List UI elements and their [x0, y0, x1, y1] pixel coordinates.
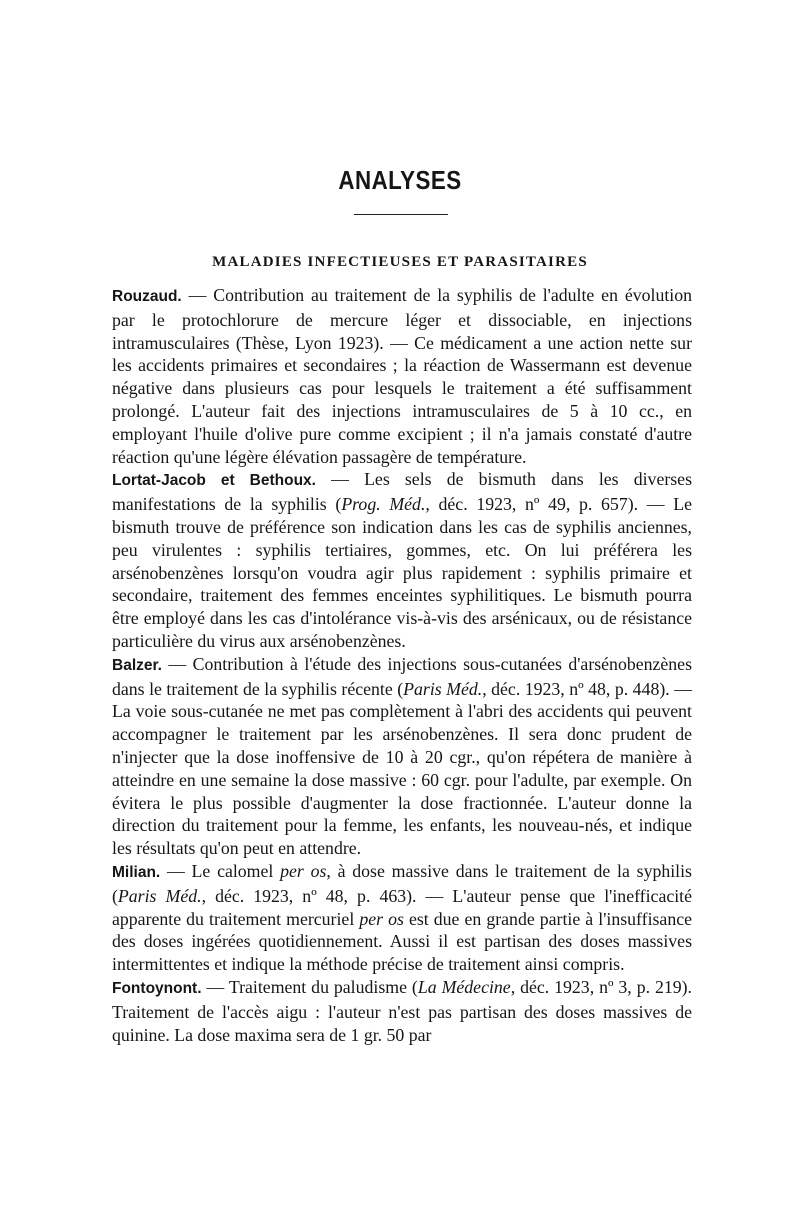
- entry-paragraph: [112, 976, 692, 1046]
- entry-text: — Traitement du paludisme (: [201, 976, 418, 997]
- entry-text: — Les sels de bismuth dans les diverses manifestations de la syphilis (: [112, 469, 692, 515]
- entries-body: [112, 284, 692, 1046]
- entry-text: — Contribution à l'étude des injections sous-cutanées d'arsénobenzènes dans le traitement de la syphilis récente (: [112, 653, 692, 699]
- entry-text: , déc. 1923, nº 49, p. 657). — Le bismuth trouve de préférence son indication dans les cas de syphilis anciennes, peu virulentes : syphilis tertiaires, gommes, etc. On lui préférera les arsénobenzènes lorsqu'on voudra agir plus rapidement : syphilis primaire et secondaire, traitement des femmes enceintes syphilitiques. Le bismuth pourra être employé dans les cas d'intolérance vis-à-vis des arsénicaux, ou de résistance particulière du virus aux arsénobenzènes.: [112, 494, 692, 651]
- entry-author: Balzer.: [112, 656, 162, 674]
- entry-paragraph: [112, 284, 692, 468]
- entry-text: , déc. 1923, nº 3, p. 219). Traitement de l'accès aigu : l'auteur n'est pas partisan des doses massives de quinine. La dose maxima sera de 1 gr. 50 par: [112, 976, 693, 1045]
- entry-text: , déc. 1923, nº 48, p. 448). — La voie sous-cutanée ne met pas complètement à l'abri des accidents qui peuvent accompagner le traitement par les arsénobenzènes. Il sera donc prudent de n'injecter que la dose inoffensive de 10 à 20 cgr., qu'on répétera de manière à atteindre en une semaine la dose massive : 60 cgr. pour l'adulte, par exemple. On évitera le plus possible d'augmenter la dose fractionnée. L'auteur donne la direction du traitement pour la femme, les enfants, les nouveau-nés, et indique les résultats qu'on peut en attendre.: [112, 678, 692, 859]
- entry-paragraph: [112, 653, 692, 860]
- page-title: ANALYSES: [338, 165, 462, 195]
- entry-author: Fontoynont.: [112, 979, 202, 997]
- entry-paragraph: [112, 468, 692, 652]
- entry-author: Rouzaud.: [112, 288, 182, 305]
- entry-citation: Paris Méd.: [403, 678, 483, 699]
- entry-citation: Paris Méd.: [117, 885, 202, 906]
- entry-text: — Contribution au traitement de la syphilis de l'adulte en évolution par le protochlorure de mercure léger et dissociable, en injections intramusculaires (Thèse, Lyon 1923). — Ce médicament a une action nette sur les accidents primaires et secondaires ; la réaction de Wassermann est devenue négative dans plusieurs cas pour lesquels le traitement a été suffisamment prolongé. L'auteur fait des injections intramusculaires de 5 à 10 cc., en employant l'huile d'olive pure comme excipient ; il n'a jamais constaté d'autre réaction qu'une légère élévation passagère de température.: [112, 285, 692, 467]
- entry-text: — Le calomel: [160, 860, 281, 881]
- entry-text: , à dose massive dans le traitement de la syphilis (: [112, 860, 692, 906]
- entry-term: per os: [280, 860, 327, 881]
- entry-citation: Prog. Méd.: [341, 494, 426, 515]
- entry-term: per os: [359, 908, 404, 929]
- entry-author: Lortat-Jacob et Bethoux.: [112, 472, 316, 490]
- title-divider: [354, 214, 448, 215]
- entry-paragraph: [112, 860, 692, 976]
- section-heading: MALADIES INFECTIEUSES ET PARASITAIRES: [212, 254, 588, 270]
- entry-text: est due en grande partie à l'insuffisance des doses ingérées quotidiennement. Aussi il est partisan des doses massives intermittentes et indique la méthode précise de traitement ainsi compris.: [112, 908, 692, 975]
- entry-author: Milian.: [112, 863, 161, 881]
- entry-citation: La Médecine: [417, 976, 511, 997]
- entry-text: , déc. 1923, nº 48, p. 463). — L'auteur pense que l'inefficacité apparente du traitement mercuriel: [112, 885, 692, 929]
